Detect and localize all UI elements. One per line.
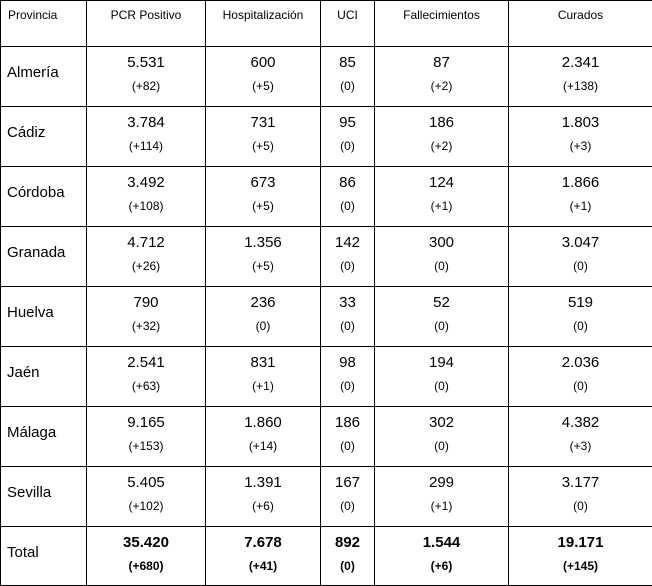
fallecimientos-cell [375,467,509,527]
hospitalizacion-change: (+1) [206,379,320,393]
provincia-cell [1,107,87,167]
pcr-positivo-change: (+82) [87,79,205,93]
uci-cell [321,287,375,347]
pcr-positivo-cell [87,47,206,107]
uci-value: 167 [321,474,374,491]
uci-cell [321,527,375,586]
fallecimientos-value: 1.544 [375,534,508,551]
fallecimientos-change: (+2) [375,79,508,93]
fallecimientos-value: 300 [375,234,508,251]
pcr-positivo-value: 4.712 [87,234,205,251]
hospitalizacion-change: (+5) [206,139,320,153]
curados-value: 1.803 [509,114,652,131]
pcr-positivo-change: (+26) [87,259,205,273]
provincia-cell [1,47,87,107]
curados-change: (0) [509,499,652,513]
hospitalizacion-cell [206,167,321,227]
provincia-name: Granada [7,244,86,261]
hospitalizacion-change: (+6) [206,499,320,513]
fallecimientos-change: (0) [375,319,508,333]
provincia-cell [1,287,87,347]
pcr-positivo-change: (+108) [87,199,205,213]
curados-cell [509,167,652,227]
fallecimientos-change: (+6) [375,559,508,573]
curados-change: (0) [509,259,652,273]
header-pcr-positivo: PCR Positivo [87,1,206,47]
provincia-name: Málaga [7,424,86,441]
table-row [1,167,652,227]
uci-change: (0) [321,79,374,93]
curados-cell [509,227,652,287]
pcr-positivo-change: (+153) [87,439,205,453]
pcr-positivo-change: (+32) [87,319,205,333]
header-fallecimientos: Fallecimientos [375,1,509,47]
table-row [1,227,652,287]
curados-cell [509,287,652,347]
curados-value: 2.036 [509,354,652,371]
header-provincia: Provincia [1,1,87,47]
provincia-name: Total [7,544,86,561]
uci-value: 86 [321,174,374,191]
curados-cell [509,107,652,167]
uci-cell [321,107,375,167]
curados-value: 519 [509,294,652,311]
uci-value: 98 [321,354,374,371]
uci-change: (0) [321,199,374,213]
table-row [1,107,652,167]
curados-change: (0) [509,319,652,333]
pcr-positivo-change: (+63) [87,379,205,393]
provincia-name: Cádiz [7,124,86,141]
hospitalizacion-change: (+5) [206,259,320,273]
hospitalizacion-cell [206,347,321,407]
fallecimientos-change: (+1) [375,199,508,213]
uci-value: 85 [321,54,374,71]
hospitalizacion-cell [206,287,321,347]
curados-value: 3.177 [509,474,652,491]
fallecimientos-change: (+1) [375,499,508,513]
hospitalizacion-value: 1.356 [206,234,320,251]
curados-cell [509,407,652,467]
provincia-name: Sevilla [7,484,86,501]
pcr-positivo-change: (+680) [87,559,205,573]
hospitalizacion-change: (+41) [206,559,320,573]
fallecimientos-value: 194 [375,354,508,371]
fallecimientos-cell [375,107,509,167]
pcr-positivo-cell [87,467,206,527]
hospitalizacion-value: 831 [206,354,320,371]
hospitalizacion-value: 731 [206,114,320,131]
provincia-name: Jaén [7,364,86,381]
header-hospitalizacion: Hospitalización [206,1,321,47]
provincia-cell [1,167,87,227]
provincia-cell [1,467,87,527]
pcr-positivo-change: (+102) [87,499,205,513]
provincia-cell [1,347,87,407]
fallecimientos-value: 186 [375,114,508,131]
fallecimientos-cell [375,227,509,287]
curados-cell [509,47,652,107]
fallecimientos-change: (0) [375,259,508,273]
table-row [1,467,652,527]
curados-change: (+3) [509,139,652,153]
curados-value: 4.382 [509,414,652,431]
hospitalizacion-cell [206,467,321,527]
fallecimientos-change: (0) [375,379,508,393]
hospitalizacion-value: 1.391 [206,474,320,491]
fallecimientos-cell [375,347,509,407]
fallecimientos-value: 302 [375,414,508,431]
uci-cell [321,347,375,407]
provincia-cell [1,227,87,287]
header-curados: Curados [509,1,652,47]
pcr-positivo-cell [87,287,206,347]
pcr-positivo-value: 2.541 [87,354,205,371]
pcr-positivo-value: 35.420 [87,534,205,551]
curados-change: (+145) [509,559,652,573]
curados-cell [509,527,652,586]
uci-cell [321,407,375,467]
uci-change: (0) [321,379,374,393]
pcr-positivo-cell [87,407,206,467]
curados-value: 2.341 [509,54,652,71]
fallecimientos-cell [375,527,509,586]
curados-cell [509,347,652,407]
pcr-positivo-cell [87,107,206,167]
uci-cell [321,227,375,287]
pcr-positivo-value: 790 [87,294,205,311]
curados-value: 3.047 [509,234,652,251]
hospitalizacion-value: 1.860 [206,414,320,431]
fallecimientos-value: 299 [375,474,508,491]
pcr-positivo-value: 3.492 [87,174,205,191]
fallecimientos-value: 124 [375,174,508,191]
hospitalizacion-change: (+5) [206,79,320,93]
uci-change: (0) [321,559,374,573]
provincia-name: Almería [7,64,86,81]
provincia-name: Huelva [7,304,86,321]
curados-change: (+138) [509,79,652,93]
provincia-cell [1,527,87,586]
hospitalizacion-value: 236 [206,294,320,311]
hospitalizacion-change: (0) [206,319,320,333]
total-row [1,527,652,586]
header-uci: UCI [321,1,375,47]
uci-value: 95 [321,114,374,131]
curados-cell [509,467,652,527]
fallecimientos-change: (0) [375,439,508,453]
fallecimientos-cell [375,287,509,347]
pcr-positivo-value: 9.165 [87,414,205,431]
uci-change: (0) [321,139,374,153]
table-row [1,407,652,467]
uci-value: 186 [321,414,374,431]
uci-change: (0) [321,439,374,453]
hospitalizacion-value: 7.678 [206,534,320,551]
table-row [1,287,652,347]
fallecimientos-value: 87 [375,54,508,71]
uci-value: 892 [321,534,374,551]
curados-change: (+3) [509,439,652,453]
pcr-positivo-cell [87,347,206,407]
hospitalizacion-change: (+5) [206,199,320,213]
pcr-positivo-value: 3.784 [87,114,205,131]
provincia-cell [1,407,87,467]
uci-cell [321,467,375,527]
table-row [1,347,652,407]
hospitalizacion-cell [206,407,321,467]
hospitalizacion-cell [206,107,321,167]
hospitalizacion-cell [206,47,321,107]
table-row [1,47,652,107]
uci-change: (0) [321,259,374,273]
pcr-positivo-value: 5.531 [87,54,205,71]
curados-change: (0) [509,379,652,393]
curados-value: 19.171 [509,534,652,551]
curados-change: (+1) [509,199,652,213]
pcr-positivo-value: 5.405 [87,474,205,491]
pcr-positivo-cell [87,227,206,287]
pcr-positivo-cell [87,527,206,586]
uci-change: (0) [321,499,374,513]
hospitalizacion-value: 673 [206,174,320,191]
uci-value: 33 [321,294,374,311]
fallecimientos-cell [375,407,509,467]
fallecimientos-change: (+2) [375,139,508,153]
hospitalizacion-change: (+14) [206,439,320,453]
pcr-positivo-cell [87,167,206,227]
fallecimientos-cell [375,47,509,107]
hospitalizacion-value: 600 [206,54,320,71]
provincia-name: Córdoba [7,184,86,201]
uci-change: (0) [321,319,374,333]
pcr-positivo-change: (+114) [87,139,205,153]
header-row [1,1,652,47]
uci-cell [321,167,375,227]
hospitalizacion-cell [206,527,321,586]
hospitalizacion-cell [206,227,321,287]
fallecimientos-value: 52 [375,294,508,311]
uci-cell [321,47,375,107]
fallecimientos-cell [375,167,509,227]
curados-value: 1.866 [509,174,652,191]
uci-value: 142 [321,234,374,251]
